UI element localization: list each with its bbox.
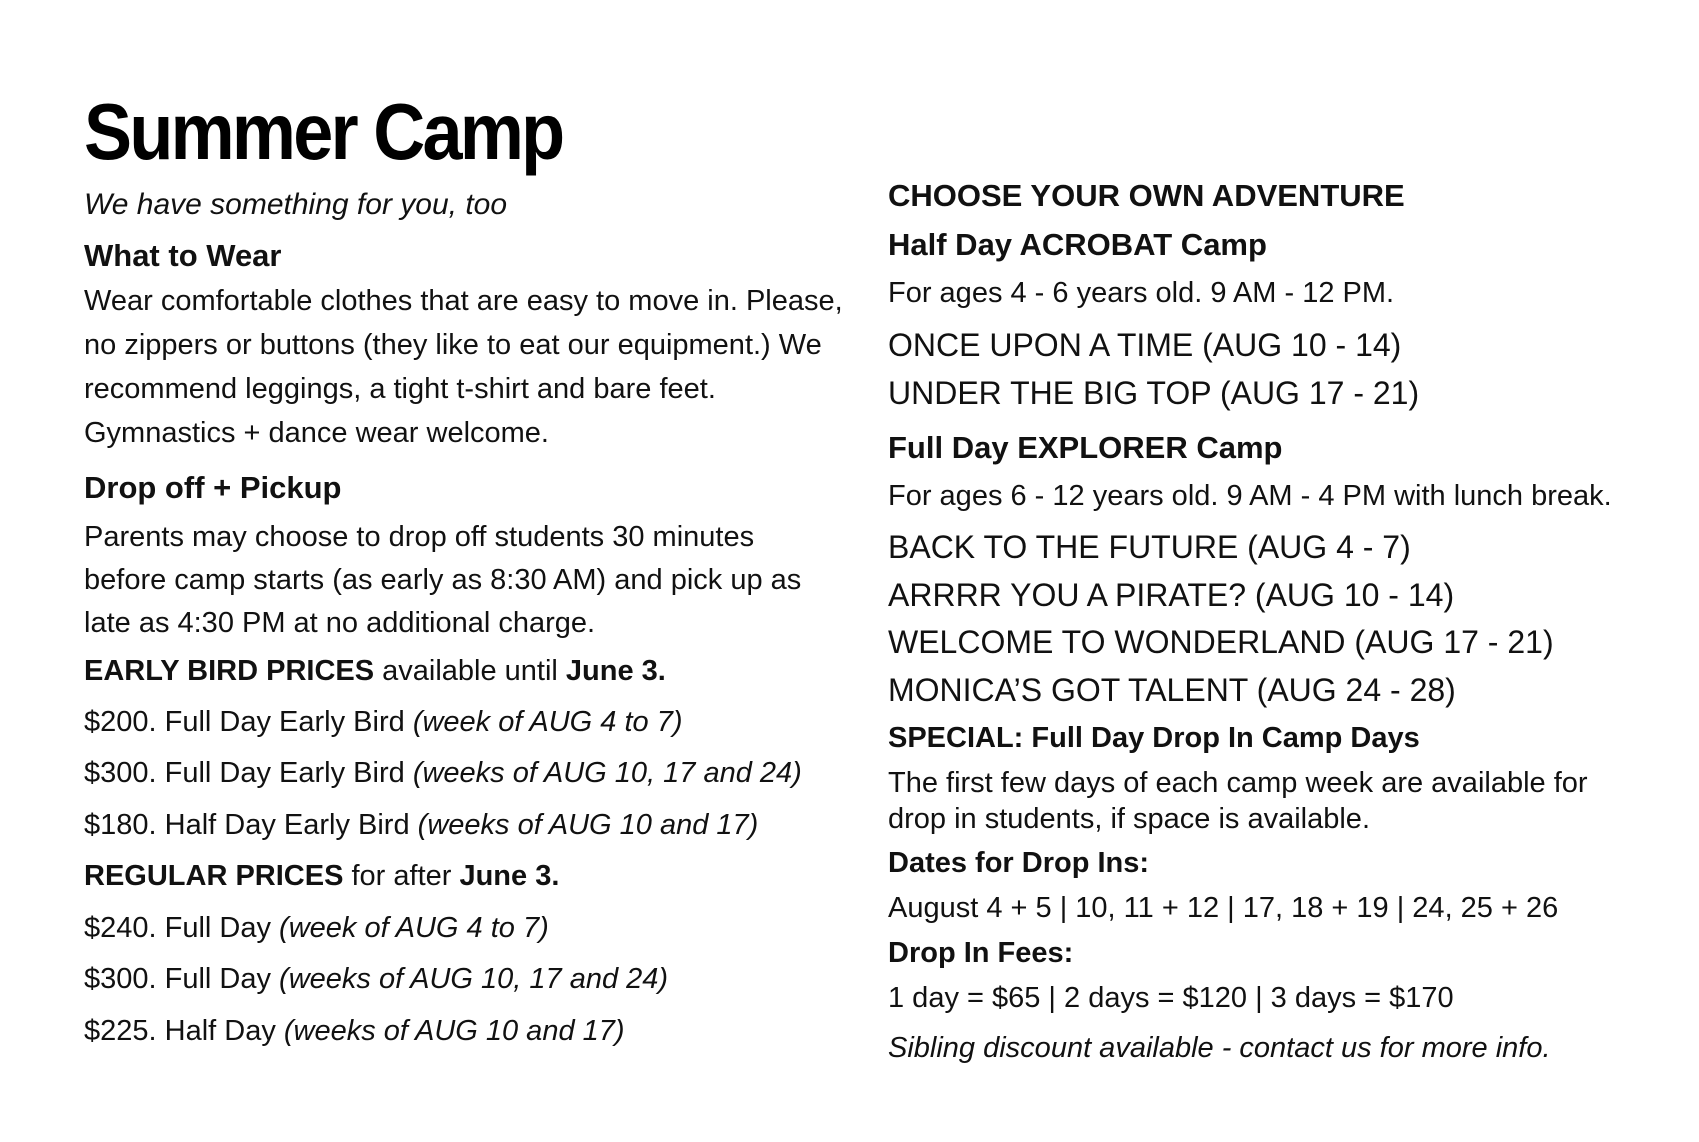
acrobat-heading: Half Day ACROBAT Camp: [888, 227, 1267, 262]
camp-week: MONICA’S GOT TALENT (AUG 24 - 28): [888, 672, 1456, 708]
price-line: [84, 912, 549, 945]
dates-heading: Dates for Drop Ins:: [888, 847, 1150, 879]
price-line: [84, 809, 758, 842]
camp-week: ARRRR YOU A PIRATE? (AUG 10 - 14): [888, 577, 1455, 613]
special-text-line-2: drop in students, if space is available.: [888, 803, 1370, 835]
tagline: We have something for you, too: [84, 188, 508, 221]
price-text: $240. Full Day: [84, 912, 280, 944]
drop-text: Parents may choose to drop off students 30 minutes before camp starts (as early as 8:30 AM) and pick up as late as 4:30 PM at no additional charge.: [84, 521, 802, 639]
page-title: Summer Camp: [84, 87, 563, 176]
early-bird-middle: available until: [374, 655, 566, 687]
regular-middle: for after: [343, 860, 460, 892]
adventure-heading: CHOOSE YOUR OWN ADVENTURE: [888, 178, 1405, 213]
camp-week: UNDER THE BIG TOP (AUG 17 - 21): [888, 375, 1420, 411]
price-line: [84, 757, 802, 790]
price-text: $300. Full Day Early Bird: [84, 757, 413, 789]
wear-text: Wear comfortable clothes that are easy to move in. Please, no zippers or buttons (they like to eat our equipment.) We recommend leggings, a tight t-shirt and bare feet. Gymnastics + dance wear welcome.: [84, 285, 843, 449]
price-text: $300. Full Day: [84, 963, 280, 995]
drop-heading: Drop off + Pickup: [84, 470, 342, 505]
explorer-info: For ages 6 - 12 years old. 9 AM - 4 PM with lunch break.: [888, 480, 1612, 512]
wear-heading: What to Wear: [84, 238, 282, 273]
acrobat-info: For ages 4 - 6 years old. 9 AM - 12 PM.: [888, 277, 1395, 309]
camp-week: ONCE UPON A TIME (AUG 10 - 14): [888, 327, 1402, 363]
special-heading: SPECIAL: Full Day Drop In Camp Days: [888, 722, 1420, 754]
price-line: [84, 1015, 625, 1048]
drop-in-dates: August 4 + 5 | 10, 11 + 12 | 17, 18 + 19 | 24, 25 + 26: [888, 892, 1559, 924]
special-text-line-1: The first few days of each camp week are available for: [888, 767, 1588, 799]
price-note: (weeks of AUG 10, 17 and 24): [279, 963, 669, 995]
price-note: (week of AUG 4 to 7): [412, 706, 683, 738]
price-note: (week of AUG 4 to 7): [279, 912, 549, 944]
early-bird-header: [84, 655, 666, 688]
regular-label: REGULAR PRICES: [84, 860, 344, 892]
price-text: $180. Half Day Early Bird: [84, 809, 418, 841]
price-note: (weeks of AUG 10 and 17): [283, 1015, 625, 1047]
fees-heading: Drop In Fees:: [888, 937, 1074, 969]
price-text: $200. Full Day Early Bird: [84, 706, 413, 738]
price-line: [84, 963, 668, 996]
early-bird-date: June 3.: [565, 655, 666, 687]
camp-week: WELCOME TO WONDERLAND (AUG 17 - 21): [888, 624, 1554, 660]
early-bird-label: EARLY BIRD PRICES: [84, 655, 375, 687]
explorer-heading: Full Day EXPLORER Camp: [888, 430, 1283, 465]
sibling-discount-note: Sibling discount available - contact us for more info.: [888, 1032, 1551, 1064]
price-line: [84, 706, 683, 739]
camp-week: BACK TO THE FUTURE (AUG 4 - 7): [888, 529, 1411, 565]
regular-date: June 3.: [459, 860, 560, 892]
regular-header: [84, 860, 559, 893]
price-note: (weeks of AUG 10, 17 and 24): [412, 757, 802, 789]
price-text: $225. Half Day: [84, 1015, 284, 1047]
drop-in-fees: 1 day = $65 | 2 days = $120 | 3 days = $170: [888, 982, 1454, 1014]
price-note: (weeks of AUG 10 and 17): [417, 809, 759, 841]
